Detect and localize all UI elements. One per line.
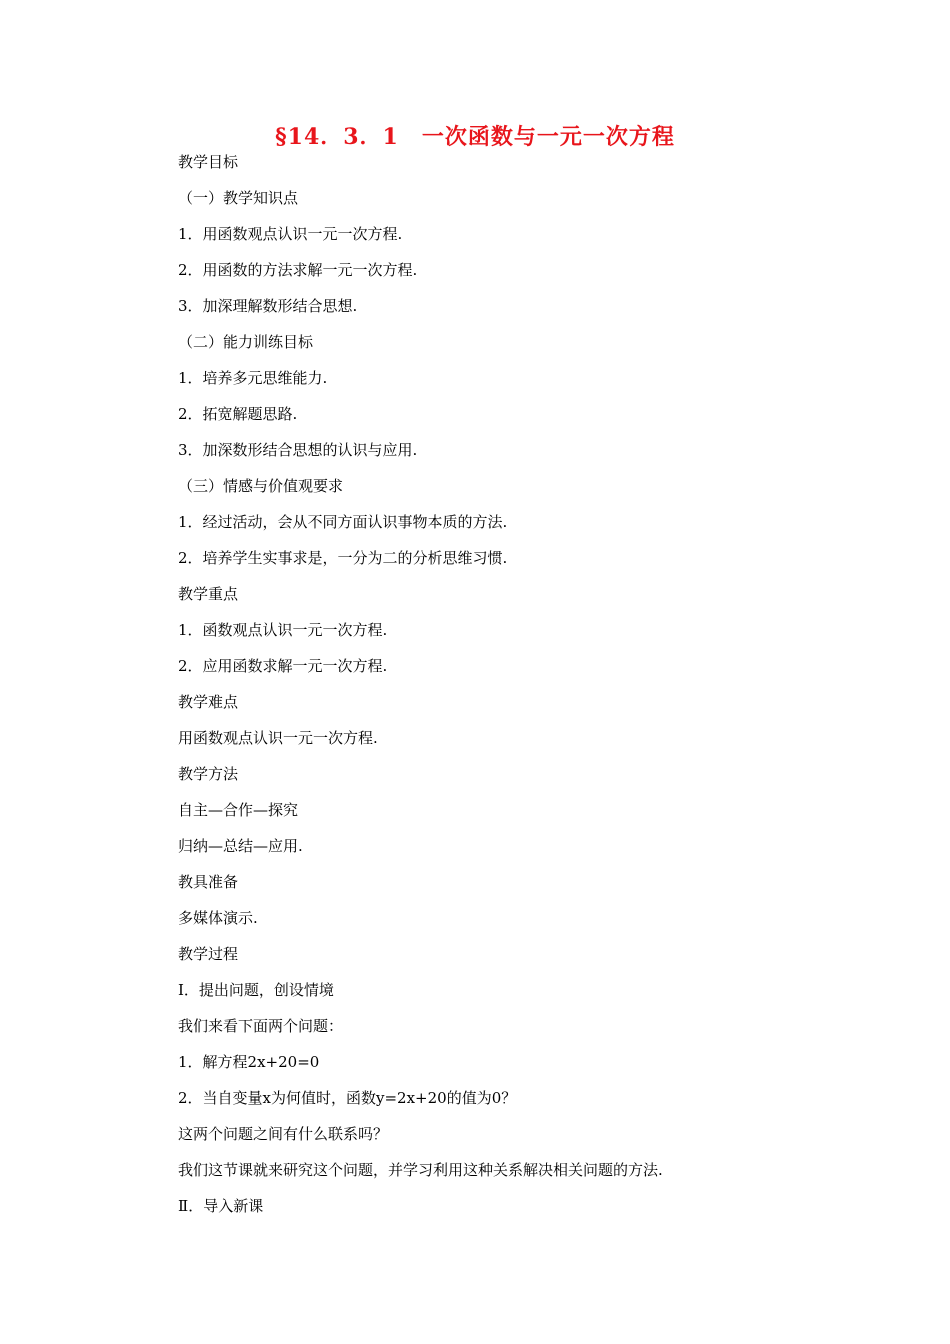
section-heading-objectives: 教学目标 <box>178 153 239 171</box>
list-item: 2．培养学生实事求是，一分为二的分析思维习惯. <box>178 549 508 567</box>
list-item: 3．加深理解数形结合思想. <box>178 297 358 315</box>
paragraph: 多媒体演示. <box>178 909 258 927</box>
list-item: 2．应用函数求解一元一次方程. <box>178 657 388 675</box>
paragraph: 我们来看下面两个问题： <box>178 1017 344 1035</box>
list-item: 2．拓宽解题思路. <box>178 405 298 423</box>
list-item: 1．经过活动，会从不同方面认识事物本质的方法. <box>178 513 508 531</box>
paragraph: 自主—合作—探究 <box>178 801 299 819</box>
section-heading-key-points: 教学重点 <box>178 585 239 603</box>
subheading-values: （三）情感与价值观要求 <box>178 477 344 495</box>
section-heading-process: 教学过程 <box>178 945 239 963</box>
document-title: §14．3．1 一次函数与一元一次方程 <box>275 124 675 150</box>
list-item: 2．当自变量x为何值时，函数y=2x+20的值为0？ <box>178 1089 517 1107</box>
list-item: 1．解方程2x+20=0 <box>178 1053 320 1071</box>
list-item: 1．培养多元思维能力. <box>178 369 328 387</box>
subheading-ability: （二）能力训练目标 <box>178 333 314 351</box>
section-heading-materials: 教具准备 <box>178 873 239 891</box>
paragraph: 我们这节课就来研究这个问题，并学习利用这种关系解决相关问题的方法. <box>178 1161 663 1179</box>
paragraph: 用函数观点认识一元一次方程. <box>178 729 378 747</box>
paragraph: 这两个问题之间有什么联系吗？ <box>178 1125 389 1143</box>
subheading-knowledge: （一）教学知识点 <box>178 189 299 207</box>
subheading-part-1: Ⅰ．提出问题，创设情境 <box>178 981 334 999</box>
section-heading-methods: 教学方法 <box>178 765 239 783</box>
list-item: 2．用函数的方法求解一元一次方程. <box>178 261 418 279</box>
section-heading-difficulties: 教学难点 <box>178 693 239 711</box>
subheading-part-2: Ⅱ．导入新课 <box>178 1197 264 1215</box>
paragraph: 归纳—总结—应用. <box>178 837 303 855</box>
list-item: 3．加深数形结合思想的认识与应用. <box>178 441 418 459</box>
list-item: 1．用函数观点认识一元一次方程. <box>178 225 403 243</box>
list-item: 1．函数观点认识一元一次方程. <box>178 621 388 639</box>
